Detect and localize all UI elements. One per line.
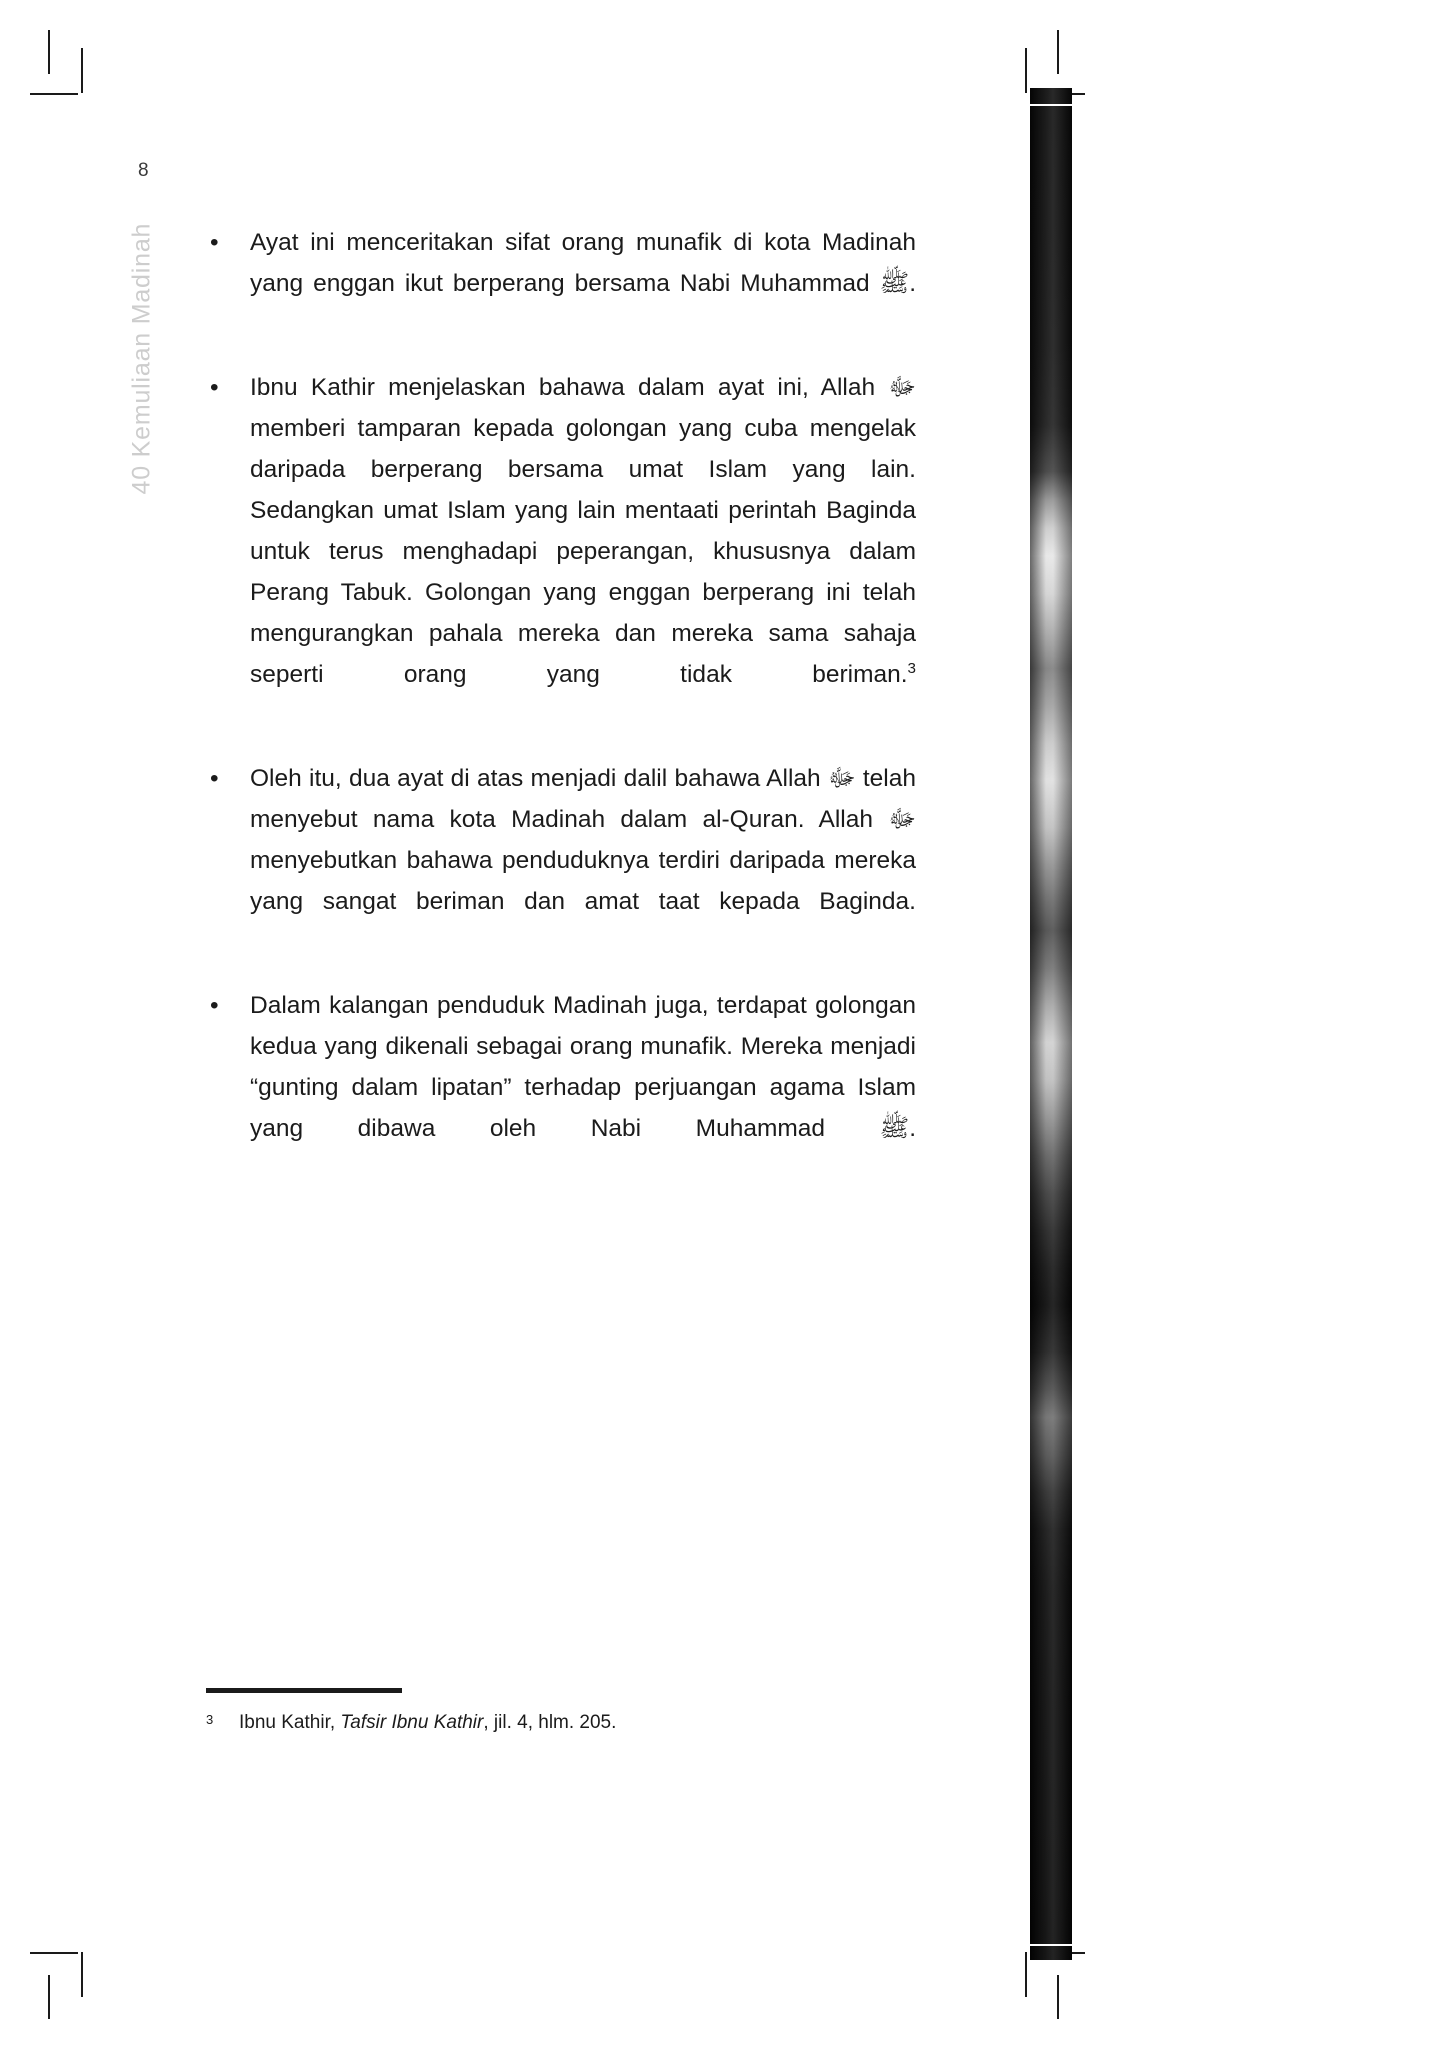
photo-strip-bottom-registration <box>1030 1944 1072 1946</box>
bullet-marker: • <box>210 229 219 256</box>
bullet-list <box>206 222 916 1190</box>
footnote-citation: , jil. 4, hlm. 205. <box>483 1712 617 1733</box>
footnote-text <box>239 1710 616 1736</box>
crop-mark-bottom-left-inner <box>81 1952 83 1997</box>
paragraph-text: Oleh itu, dua ayat di atas menjadi dalil bahawa Allah ﷻ telah menyebut nama kota Madinah dalam al-Quran. Allah ﷻ menyebutkan bahawa penduduknya terdiri daripada mereka yang sangat beriman dan amat taat kepada Baginda. <box>250 765 916 915</box>
photo-strip-top-registration <box>1030 104 1072 106</box>
list-item <box>206 985 916 1190</box>
footnote-author: Ibnu Kathir, <box>239 1712 341 1733</box>
footnote-separator-rule <box>206 1688 402 1693</box>
crop-mark-bottom-left-vertical <box>48 1975 50 2019</box>
crop-mark-top-right-inner <box>1025 48 1027 93</box>
running-head: 40 Kemuliaan Madinah <box>127 222 156 495</box>
body-content <box>206 222 916 1190</box>
footnote-reference[interactable]: 3 <box>907 659 916 677</box>
footnote-marker: 3 <box>206 1712 214 1727</box>
decorative-photo-strip <box>1030 88 1072 1960</box>
page-number: 8 <box>138 160 150 181</box>
bullet-marker: • <box>210 374 219 401</box>
paragraph-text: Ayat ini menceritakan sifat orang munafik di kota Madinah yang enggan ikut berperang bersama Nabi Muhammad ﷺ. <box>250 229 916 297</box>
footnote-entry <box>206 1710 916 1736</box>
footnote-area <box>206 1688 916 1736</box>
bullet-marker: • <box>210 992 219 1019</box>
list-item <box>206 367 916 736</box>
bullet-marker: • <box>210 765 219 792</box>
crop-mark-top-left-inner <box>81 48 83 93</box>
list-item <box>206 758 916 963</box>
paragraph-text <box>250 367 916 736</box>
footnote-title: Tafsir Ibnu Kathir <box>340 1712 484 1733</box>
crop-mark-top-right-vertical <box>1057 30 1059 74</box>
list-item <box>206 222 916 345</box>
crop-mark-bottom-right-vertical <box>1057 1975 1059 2019</box>
paragraph-text: Dalam kalangan penduduk Madinah juga, terdapat golongan kedua yang dikenali sebagai orang munafik. Mereka menjadi “gunting dalam lipatan” terhadap perjuangan agama Islam yang dibawa oleh Nabi Muhammad ﷺ. <box>250 992 916 1142</box>
crop-mark-top-left-vertical <box>48 30 50 74</box>
crop-mark-bottom-left-horizontal <box>30 1952 78 1954</box>
paragraph-body: Ibnu Kathir menjelaskan bahawa dalam ayat ini, Allah ﷻ memberi tamparan kepada golongan yang cuba mengelak daripada berperang bersama umat Islam yang lain. Sedangkan umat Islam yang lain mentaati perintah Baginda untuk terus menghadapi peperangan, khususnya dalam Perang Tabuk. Golongan yang enggan berperang ini telah mengurangkan pahala mereka dan mereka sama sahaja seperti orang yang tidak beriman. <box>250 374 916 688</box>
crop-mark-top-left-horizontal <box>30 93 78 95</box>
crop-mark-bottom-right-inner <box>1025 1952 1027 1997</box>
